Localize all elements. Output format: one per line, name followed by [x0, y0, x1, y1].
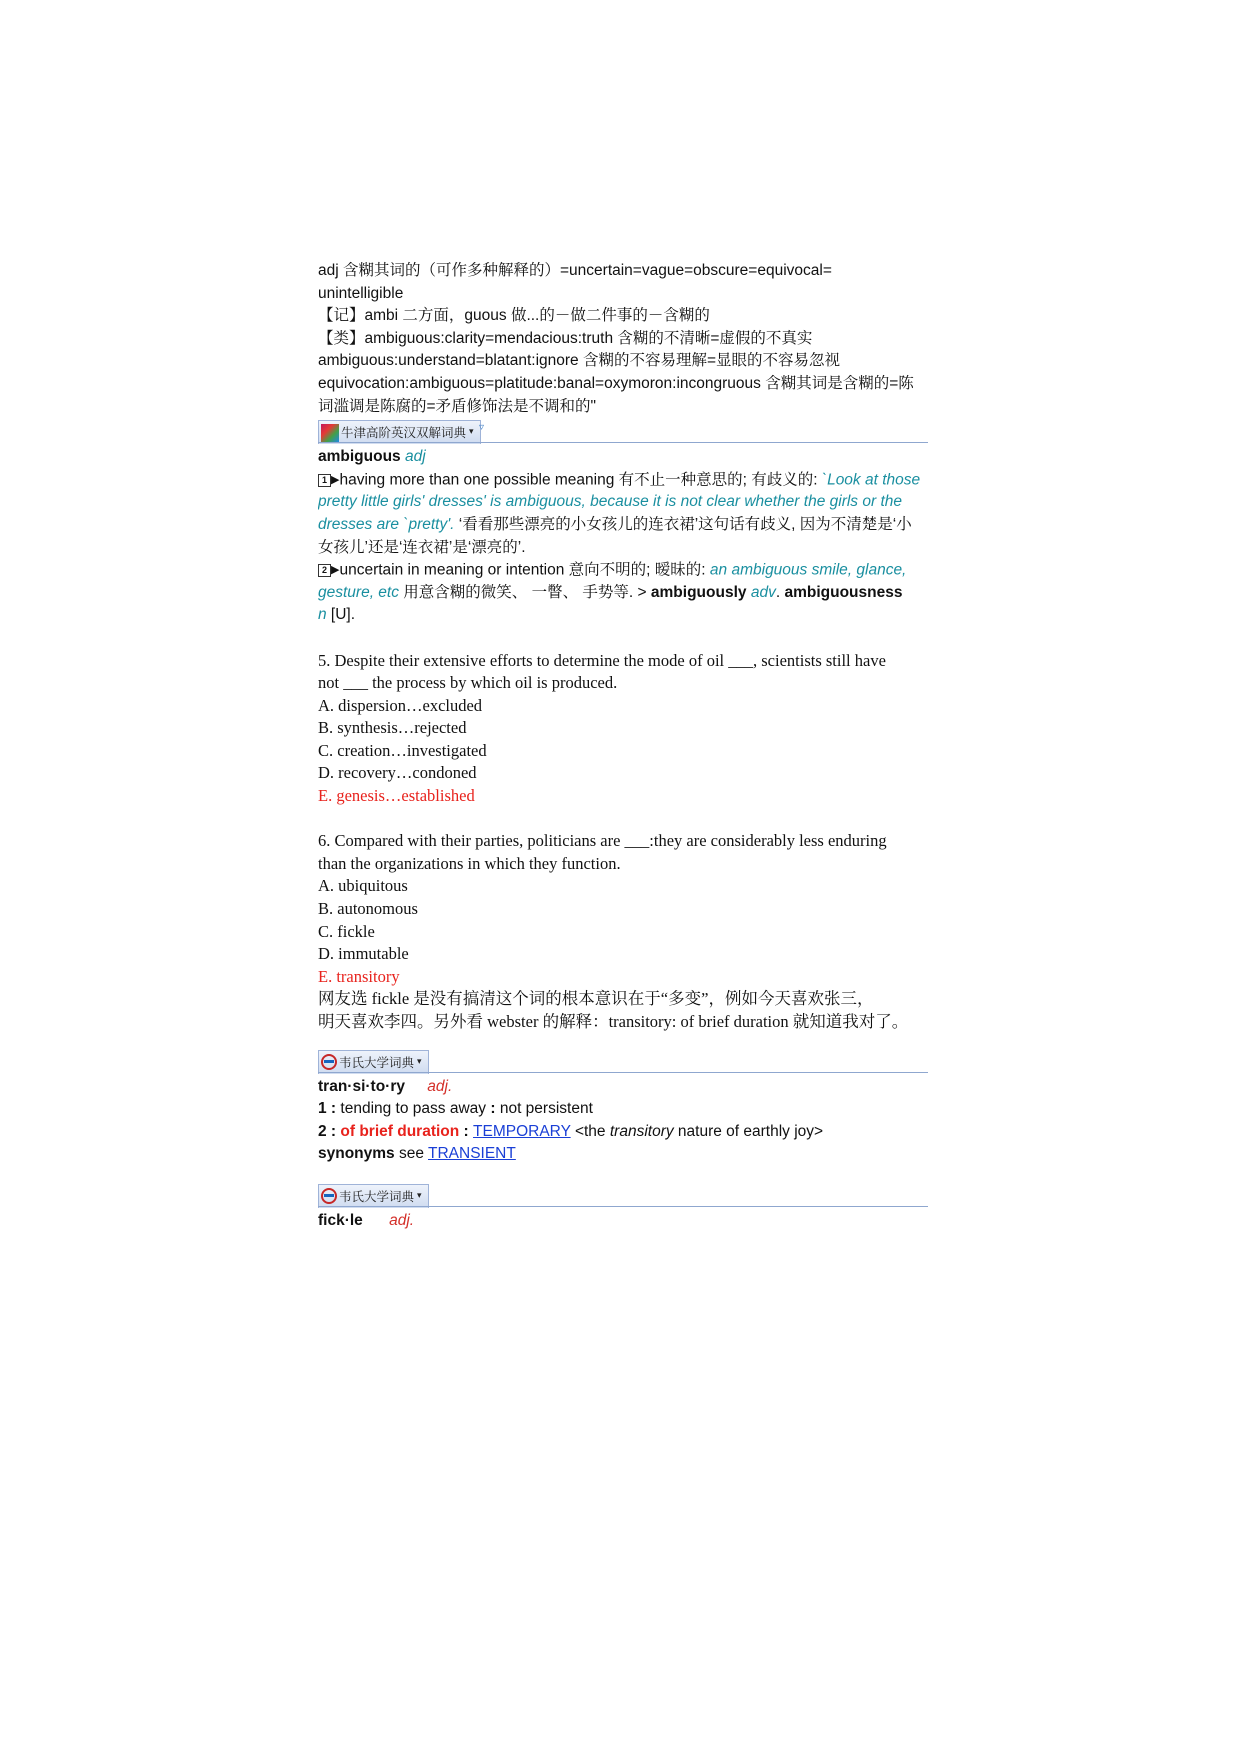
- example-translation: ‘看看那些漂亮的小女孩儿的连衣裙’这句话有歧义, 因为不清楚是‘小: [454, 515, 912, 533]
- answer-option: D. recovery…condoned: [318, 763, 477, 783]
- sense-text: of brief duration: [336, 1122, 460, 1140]
- derived-word: ambiguousness: [784, 583, 903, 601]
- question-5-stem: 5. Despite their extensive efforts to determine the mode of oil ___, scientists still have: [318, 650, 886, 670]
- example: pretty little girls' dresses' is ambiguous, because it is not clear whether the girls or the: [318, 493, 902, 511]
- document-body: [318, 260, 928, 1233]
- sense-number-icon: 1: [318, 474, 331, 487]
- note-line: adj 含糊其词的（可作多种解释的）=uncertain=vague=obscure=equivocal=: [318, 262, 832, 279]
- part-of-speech: adj: [404, 448, 426, 466]
- sense-translation: 意向不明的; 暧昧的:: [564, 561, 710, 579]
- divider: [318, 1206, 928, 1207]
- sense-number-icon: 2: [318, 564, 331, 577]
- derived-word: ambiguously: [650, 583, 747, 601]
- oxford-sense-1: [318, 469, 928, 492]
- webster-sense-1: [318, 1098, 928, 1121]
- synonyms-see: see: [394, 1145, 428, 1163]
- oxford-sense-1-cont: [318, 537, 928, 560]
- chevron-down-icon[interactable]: ▾: [417, 1190, 422, 1201]
- sense-colon: :: [459, 1122, 474, 1140]
- note-line: 词滥调是陈腐的=矛盾修饰法是不调和的": [318, 397, 597, 415]
- headword: fick·le: [318, 1211, 363, 1229]
- example: gesture, etc: [318, 583, 399, 601]
- note-line: 【记】ambi 二方面，guous 做...的－做二件事的－含糊的: [318, 307, 710, 325]
- webster-tab-label: 韦氏大学词典: [339, 1188, 415, 1204]
- oxford-sense-1-cont: [318, 514, 928, 537]
- webster-dictionary-bar: [318, 1184, 928, 1208]
- divider: [318, 1072, 928, 1073]
- oxford-dictionary-bar: [318, 420, 928, 444]
- comment-line: 网友选 fickle 是没有搞清这个词的根本意识在于“多变”，例如今天喜欢张三，: [318, 989, 874, 1009]
- oxford-derived-cont: [318, 604, 928, 627]
- sense-translation: 有不止一种意思的; 有歧义的:: [614, 471, 822, 489]
- example: `Look at those: [821, 471, 921, 489]
- example-translation: 用意含糊的微笑、 一瞥、 手势等.: [399, 583, 638, 601]
- webster-sense-2: [318, 1121, 928, 1144]
- oxford-headword-line: [318, 446, 928, 469]
- oxford-sense-1-cont: [318, 491, 928, 514]
- answer-option: C. creation…investigated: [318, 740, 487, 760]
- chevron-down-icon[interactable]: ▾: [417, 1056, 422, 1067]
- sense-text: tending to pass away: [336, 1100, 491, 1118]
- webster-dictionary-icon: [321, 1054, 337, 1070]
- correct-answer: E. genesis…established: [318, 786, 475, 806]
- question-6-stem: than the organizations in which they function.: [318, 853, 621, 873]
- derived-arrow: >: [637, 583, 651, 601]
- answer-option: A. dispersion…excluded: [318, 695, 483, 715]
- webster-dictionary-tab[interactable]: [318, 1184, 429, 1208]
- play-icon: ▶: [331, 473, 340, 486]
- headword: ambiguous: [318, 448, 401, 466]
- derived-pos: n: [318, 606, 327, 624]
- sense-colon: :: [490, 1100, 496, 1118]
- answer-option: C. fickle: [318, 921, 375, 941]
- webster-dictionary-icon: [321, 1188, 337, 1204]
- oxford-dictionary-tab[interactable]: [318, 420, 481, 444]
- answer-option: D. immutable: [318, 944, 409, 964]
- temporary-link[interactable]: TEMPORARY: [473, 1122, 571, 1140]
- answer-option: B. synthesis…rejected: [318, 718, 467, 738]
- oxford-sense-2-cont: [318, 582, 928, 605]
- sense-definition: uncertain in meaning or intention: [339, 561, 565, 579]
- oxford-dictionary-icon: [321, 424, 339, 442]
- question-6-stem: 6. Compared with their parties, politicians are ___:they are considerably less enduring: [318, 831, 887, 851]
- webster-headword-line: [318, 1076, 928, 1099]
- sense-number: 2 :: [318, 1122, 337, 1140]
- example: <the: [570, 1122, 610, 1140]
- example: dresses are `pretty'.: [318, 515, 455, 533]
- derived-separator: .: [775, 583, 785, 601]
- example: an ambiguous smile, glance,: [709, 561, 907, 579]
- note-line: 【类】ambiguous:clarity=mendacious:truth 含糊的不清晰=虚假的不真实: [318, 329, 813, 347]
- part-of-speech: adj.: [389, 1211, 415, 1229]
- filter-icon[interactable]: ▿: [479, 422, 485, 434]
- transient-link[interactable]: TRANSIENT: [428, 1145, 516, 1163]
- example-keyword: transitory: [609, 1122, 674, 1140]
- synonyms-label: synonyms: [318, 1145, 395, 1163]
- note-line: equivocation:ambiguous=platitude:banal=oxymoron:incongruous 含糊其词是含糊的=陈: [318, 374, 914, 392]
- oxford-tab-label: 牛津高阶英汉双解词典: [341, 425, 467, 441]
- sense-text: not persistent: [495, 1100, 593, 1118]
- headword: tran·si·to·ry: [318, 1077, 405, 1095]
- derived-note: [U].: [326, 606, 356, 624]
- webster-tab-label: 韦氏大学词典: [339, 1054, 415, 1070]
- comment-line: 明天喜欢李四。另外看 webster 的解释：transitory: of brief duration 就知道我对了。: [318, 1012, 909, 1031]
- answer-option: A. ubiquitous: [318, 876, 408, 896]
- note-line: unintelligible: [318, 284, 404, 302]
- answer-option: B. autonomous: [318, 899, 418, 919]
- webster-dictionary-bar: [318, 1050, 928, 1074]
- example: nature of earthly joy>: [673, 1122, 824, 1140]
- part-of-speech: adj.: [427, 1077, 453, 1095]
- question-5-stem: not ___ the process by which oil is produced.: [318, 673, 618, 693]
- derived-pos: adv: [750, 583, 776, 601]
- example-translation: 女孩儿’还是‘连衣裙’是‘漂亮的’.: [318, 538, 526, 556]
- sense-number: 1 :: [318, 1100, 337, 1118]
- correct-answer: E. transitory: [318, 966, 400, 986]
- note-line: ambiguous:understand=blatant:ignore 含糊的不容易理解=显眼的不容易忽视: [318, 352, 841, 370]
- webster-synonyms: [318, 1143, 928, 1166]
- sense-definition: having more than one possible meaning: [339, 471, 615, 489]
- oxford-sense-2: [318, 559, 928, 582]
- chevron-down-icon[interactable]: ▾: [469, 427, 474, 438]
- webster-dictionary-tab[interactable]: [318, 1050, 429, 1074]
- webster-headword-line: [318, 1210, 928, 1233]
- divider: [318, 442, 928, 443]
- play-icon: ▶: [331, 564, 340, 577]
